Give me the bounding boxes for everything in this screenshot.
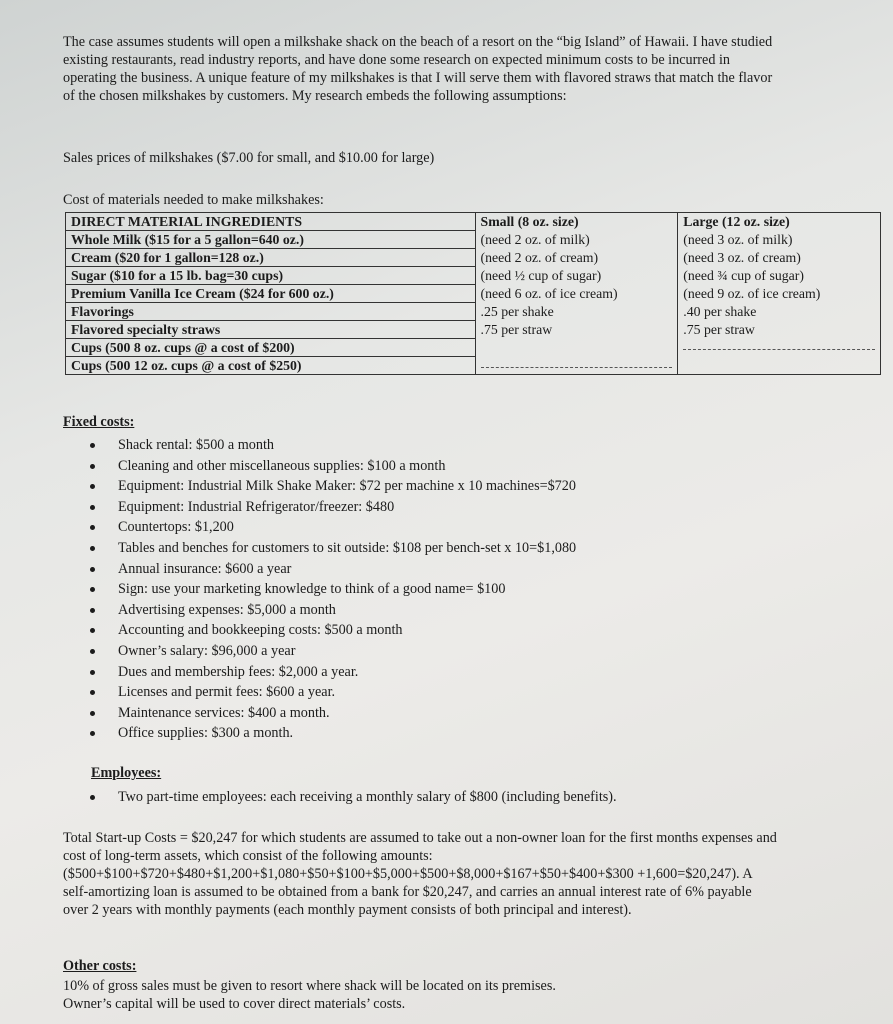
dashed-line	[683, 339, 875, 350]
dashed-line	[481, 357, 673, 368]
list-item: Countertops: $1,200	[63, 517, 576, 538]
table-cell-item: Cups (500 12 oz. cups @ a cost of $250)	[66, 357, 476, 375]
list-item: Two part-time employees: each receiving a monthly salary of $800 (including benefits).	[63, 787, 617, 808]
table-cell-item: Cream ($20 for 1 gallon=128 oz.)	[66, 249, 476, 267]
table-cell-large: (need 3 oz. of cream)	[678, 249, 881, 267]
list-item: Advertising expenses: $5,000 a month	[63, 600, 576, 621]
table-cell-large: .40 per shake	[678, 303, 881, 321]
table-row	[66, 267, 881, 285]
table-row	[66, 339, 881, 357]
table-row	[66, 231, 881, 249]
table-row	[66, 213, 881, 231]
fixed-costs-list	[63, 435, 576, 744]
bullet-icon	[90, 567, 95, 572]
list-item: Equipment: Industrial Refrigerator/freezer: $480	[63, 497, 576, 518]
bullet-icon	[90, 443, 95, 448]
table-cell-small	[475, 357, 678, 375]
table-cell-small: (need 2 oz. of cream)	[475, 249, 678, 267]
table-cell-large: (need ¾ cup of sugar)	[678, 267, 881, 285]
bullet-icon	[90, 464, 95, 469]
list-item: Shack rental: $500 a month	[63, 435, 576, 456]
table-cell-item: Whole Milk ($15 for a 5 gallon=640 oz.)	[66, 231, 476, 249]
table-row	[66, 321, 881, 339]
bullet-icon	[90, 484, 95, 489]
table-cell-item: Flavored specialty straws	[66, 321, 476, 339]
list-item: Tables and benches for customers to sit outside: $108 per bench-set x 10=$1,080	[63, 538, 576, 559]
bullet-icon	[90, 711, 95, 716]
bullet-icon	[90, 505, 95, 510]
list-item: Cleaning and other miscellaneous supplies: $100 a month	[63, 456, 576, 477]
fixed-costs-heading: Fixed costs:	[63, 414, 135, 430]
table-row	[66, 303, 881, 321]
employees-list	[63, 787, 617, 808]
other-costs-line: Owner’s capital will be used to cover direct materials’ costs.	[63, 996, 406, 1012]
bullet-icon	[90, 525, 95, 530]
list-item: Licenses and permit fees: $600 a year.	[63, 682, 576, 703]
table-cell-large: (need 9 oz. of ice cream)	[678, 285, 881, 303]
table-cell-large	[678, 357, 881, 375]
materials-table	[65, 212, 881, 375]
table-row	[66, 285, 881, 303]
bullet-icon	[90, 731, 95, 736]
bullet-icon	[90, 546, 95, 551]
list-item: Equipment: Industrial Milk Shake Maker: $72 per machine x 10 machines=$720	[63, 476, 576, 497]
startup-costs-paragraph: Total Start-up Costs = $20,247 for which students are assumed to take out a non-owner loan for the first months expenses and cost of long-term assets, which consist of the following amounts: ($500+$100+$720+$480+$1,200+$1,080+$50+$100+$5,000+$500+$8,000+$167+$50+$400+$300 +1,600=$20,247). A self-amortizing loan is assumed to be obtained from a bank for $20,247, and carries an annual interest rate of 6% payable over 2 years with monthly payments (each monthly payment consists of both principal and interest).	[63, 830, 777, 918]
list-item: Sign: use your marketing knowledge to think of a good name= $100	[63, 579, 576, 600]
bullet-icon	[90, 628, 95, 633]
table-cell-large: .75 per straw	[678, 321, 881, 339]
bullet-icon	[90, 649, 95, 654]
table-row	[66, 357, 881, 375]
materials-caption: Cost of materials needed to make milkshakes:	[63, 192, 324, 208]
table-row	[66, 249, 881, 267]
table-cell-small: (need 2 oz. of milk)	[475, 231, 678, 249]
table-cell-small: Small (8 oz. size)	[475, 213, 678, 231]
table-cell-item: Cups (500 8 oz. cups @ a cost of $200)	[66, 339, 476, 357]
bullet-icon	[90, 795, 95, 800]
list-item: Accounting and bookkeeping costs: $500 a month	[63, 620, 576, 641]
list-item: Owner’s salary: $96,000 a year	[63, 641, 576, 662]
bullet-icon	[90, 670, 95, 675]
sales-prices: Sales prices of milkshakes ($7.00 for small, and $10.00 for large)	[63, 150, 435, 166]
table-cell-item: Flavorings	[66, 303, 476, 321]
table-cell-small: .25 per shake	[475, 303, 678, 321]
list-item: Dues and membership fees: $2,000 a year.	[63, 662, 576, 683]
other-costs-line: 10% of gross sales must be given to resort where shack will be located on its premises.	[63, 978, 556, 994]
intro-paragraph: The case assumes students will open a milkshake shack on the beach of a resort on the “big Island” of Hawaii. I have studied existing restaurants, read industry reports, and have done some research on expected minimum costs to be incurred in operating the business. A unique feature of my milkshakes is that I will serve them with flavored straws that match the flavor of the chosen milkshakes by customers. My research embeds the following assumptions:	[63, 34, 773, 104]
table-cell-item: Sugar ($10 for a 15 lb. bag=30 cups)	[66, 267, 476, 285]
employees-heading: Employees:	[91, 765, 162, 781]
table-cell-item: Premium Vanilla Ice Cream ($24 for 600 oz.)	[66, 285, 476, 303]
bullet-icon	[90, 608, 95, 613]
table-cell-small: .75 per straw	[475, 321, 678, 339]
table-cell-small	[475, 339, 678, 357]
other-costs-heading: Other costs:	[63, 958, 137, 974]
list-item: Annual insurance: $600 a year	[63, 559, 576, 580]
list-item: Office supplies: $300 a month.	[63, 723, 576, 744]
table-cell-large: (need 3 oz. of milk)	[678, 231, 881, 249]
table-cell-small: (need ½ cup of sugar)	[475, 267, 678, 285]
other-costs-text	[63, 977, 823, 1013]
table-cell-large	[678, 339, 881, 357]
bullet-icon	[90, 587, 95, 592]
table-cell-item: DIRECT MATERIAL INGREDIENTS	[66, 213, 476, 231]
table-cell-small: (need 6 oz. of ice cream)	[475, 285, 678, 303]
bullet-icon	[90, 690, 95, 695]
table-cell-large: Large (12 oz. size)	[678, 213, 881, 231]
list-item: Maintenance services: $400 a month.	[63, 703, 576, 724]
